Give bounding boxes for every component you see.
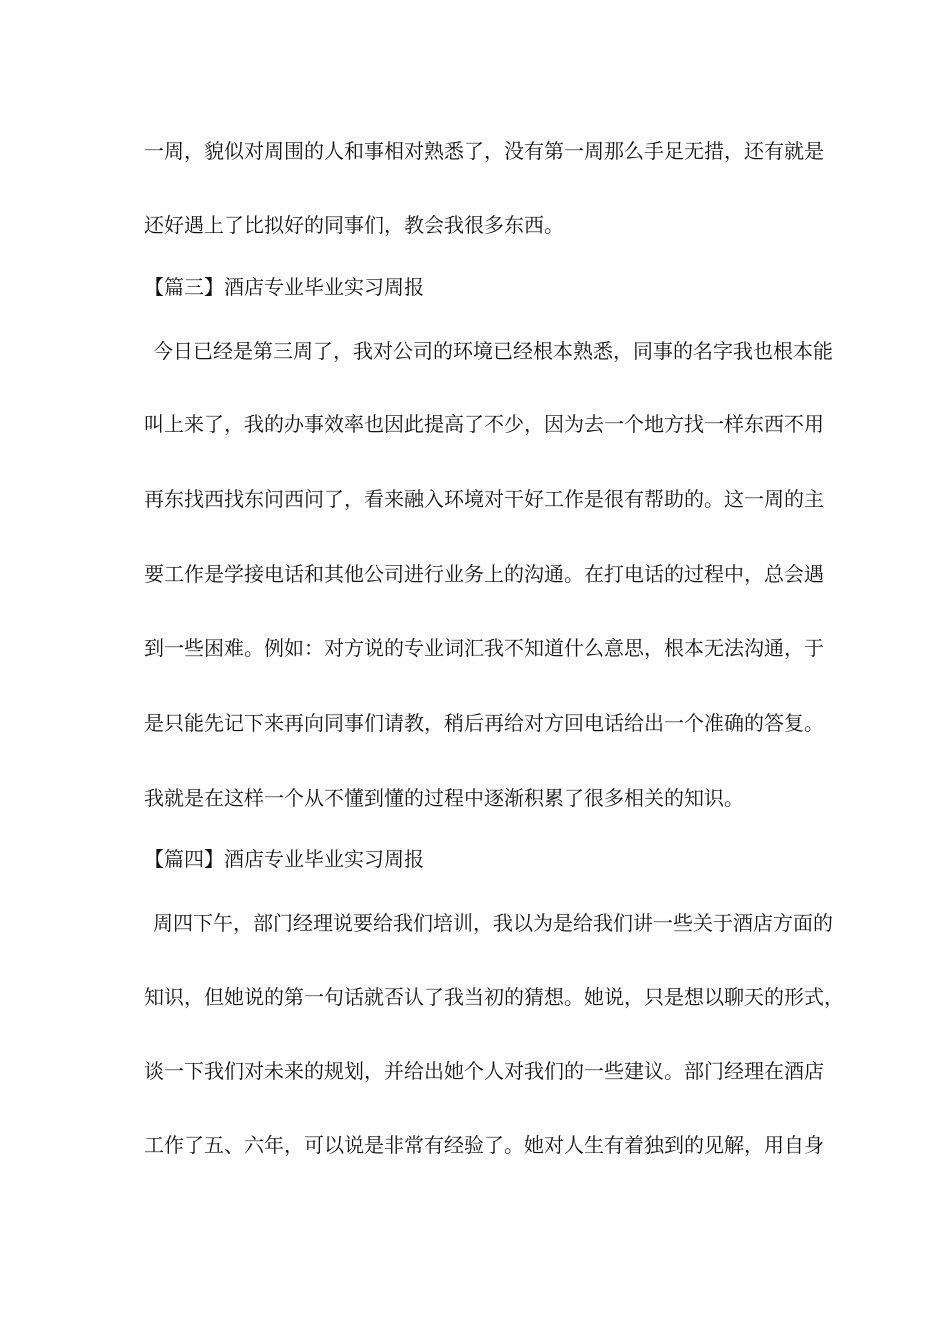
paragraph-line: 周四下午，部门经理说要给我们培训，我以为是给我们讲一些关于酒店方面的 <box>153 911 833 935</box>
paragraph-line: 一周，貌似对周围的人和事相对熟悉了，没有第一周那么手足无措，还有就是 <box>144 139 824 163</box>
paragraph-line: 知识，但她说的第一句话就否认了我当初的猜想。她说，只是想以聊天的形式， <box>144 985 844 1009</box>
paragraph-line: 是只能先记下来再向同事们请教，稍后再给对方回电话给出一个准确的答复。 <box>144 711 824 735</box>
paragraph-line: 要工作是学接电话和其他公司进行业务上的沟通。在打电话的过程中，总会遇 <box>144 562 824 586</box>
paragraph-line: 今日已经是第三周了，我对公司的环境已经根本熟悉，同事的名字我也根本能 <box>153 339 833 363</box>
paragraph-line: 还好遇上了比拟好的同事们，教会我很多东西。 <box>144 213 564 237</box>
paragraph-line: 我就是在这样一个从不懂到懂的过程中逐渐积累了很多相关的知识。 <box>144 786 744 810</box>
paragraph-line: 工作了五、六年，可以说是非常有经验了。她对人生有着独到的见解，用自身 <box>144 1133 824 1157</box>
section-heading-4: 【篇四】酒店专业毕业实习周报 <box>144 847 424 871</box>
paragraph-line: 再东找西找东问西问了，看来融入环境对干好工作是很有帮助的。这一周的主 <box>144 487 824 511</box>
section-heading-3: 【篇三】酒店专业毕业实习周报 <box>144 275 424 299</box>
paragraph-line: 谈一下我们对未来的规划，并给出她个人对我们的一些建议。部门经理在酒店 <box>144 1059 824 1083</box>
paragraph-line: 叫上来了，我的办事效率也因此提高了不少，因为去一个地方找一样东西不用 <box>144 412 824 436</box>
paragraph-line: 到一些困难。例如：对方说的专业词汇我不知道什么意思，根本无法沟通，于 <box>144 636 824 660</box>
